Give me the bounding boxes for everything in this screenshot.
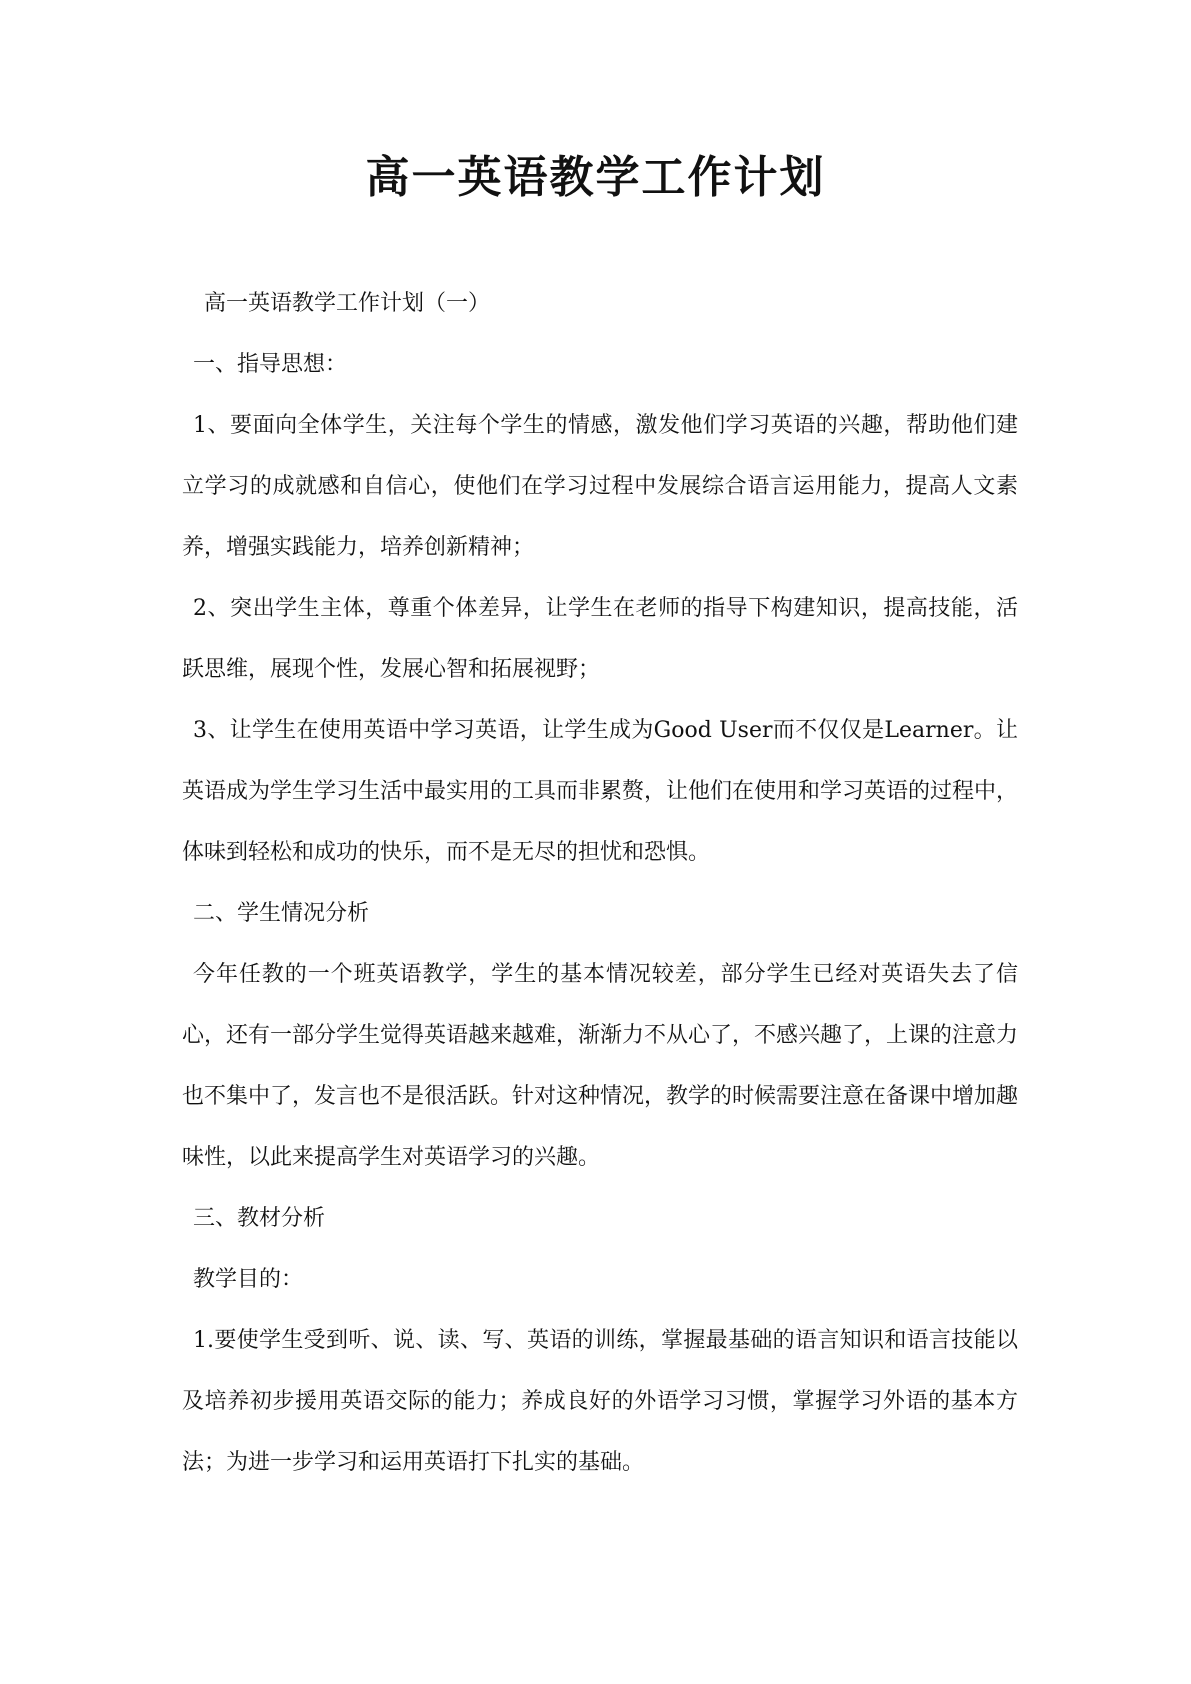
paragraph: 今年任教的一个班英语教学，学生的基本情况较差，部分学生已经对英语失去了信心，还有一部分学生觉得英语越来越难，渐渐力不从心了，不感兴趣了，上课的注意力也不集中了，发言也不是很活跃。针对这种情况，教学的时候需要注意在备课中增加趣味性，以此来提高学生对英语学习的兴趣。 [182,962,1019,1170]
section-heading: 二、学生情况分析 [193,901,370,926]
document-title: 高一英语教学工作计划 [365,152,826,203]
paragraph: 1.要使学生受到听、说、读、写、英语的训练，掌握最基础的语言知识和语言技能以及培养初步援用英语交际的能力；养成良好的外语学习习惯，掌握学习外语的基本方法；为进一步学习和运用英语打下扎实的基础。 [182,1328,1018,1475]
document-body [182,273,1018,1493]
paragraph: 2、突出学生主体，尊重个体差异，让学生在老师的指导下构建知识，提高技能，活跃思维，展现个性，发展心智和拓展视野； [182,596,1018,682]
section-heading: 三、教材分析 [193,1206,326,1231]
subheading: 教学目的： [193,1267,304,1292]
paragraph: 3、让学生在使用英语中学习英语，让学生成为Good User而不仅仅是Learner。让英语成为学生学习生活中最实用的工具而非累赘，让他们在使用和学习英语的过程中，体味到轻松和成功的快乐，而不是无尽的担忧和恐惧。 [182,718,1019,865]
section-heading: 高一英语教学工作计划（一） [204,291,491,316]
section-heading: 一、指导思想： [193,352,348,377]
paragraph: 1、要面向全体学生，关注每个学生的情感，激发他们学习英语的兴趣，帮助他们建立学习的成就感和自信心，使他们在学习过程中发展综合语言运用能力，提高人文素养，增强实践能力，培养创新精神； [182,413,1018,560]
